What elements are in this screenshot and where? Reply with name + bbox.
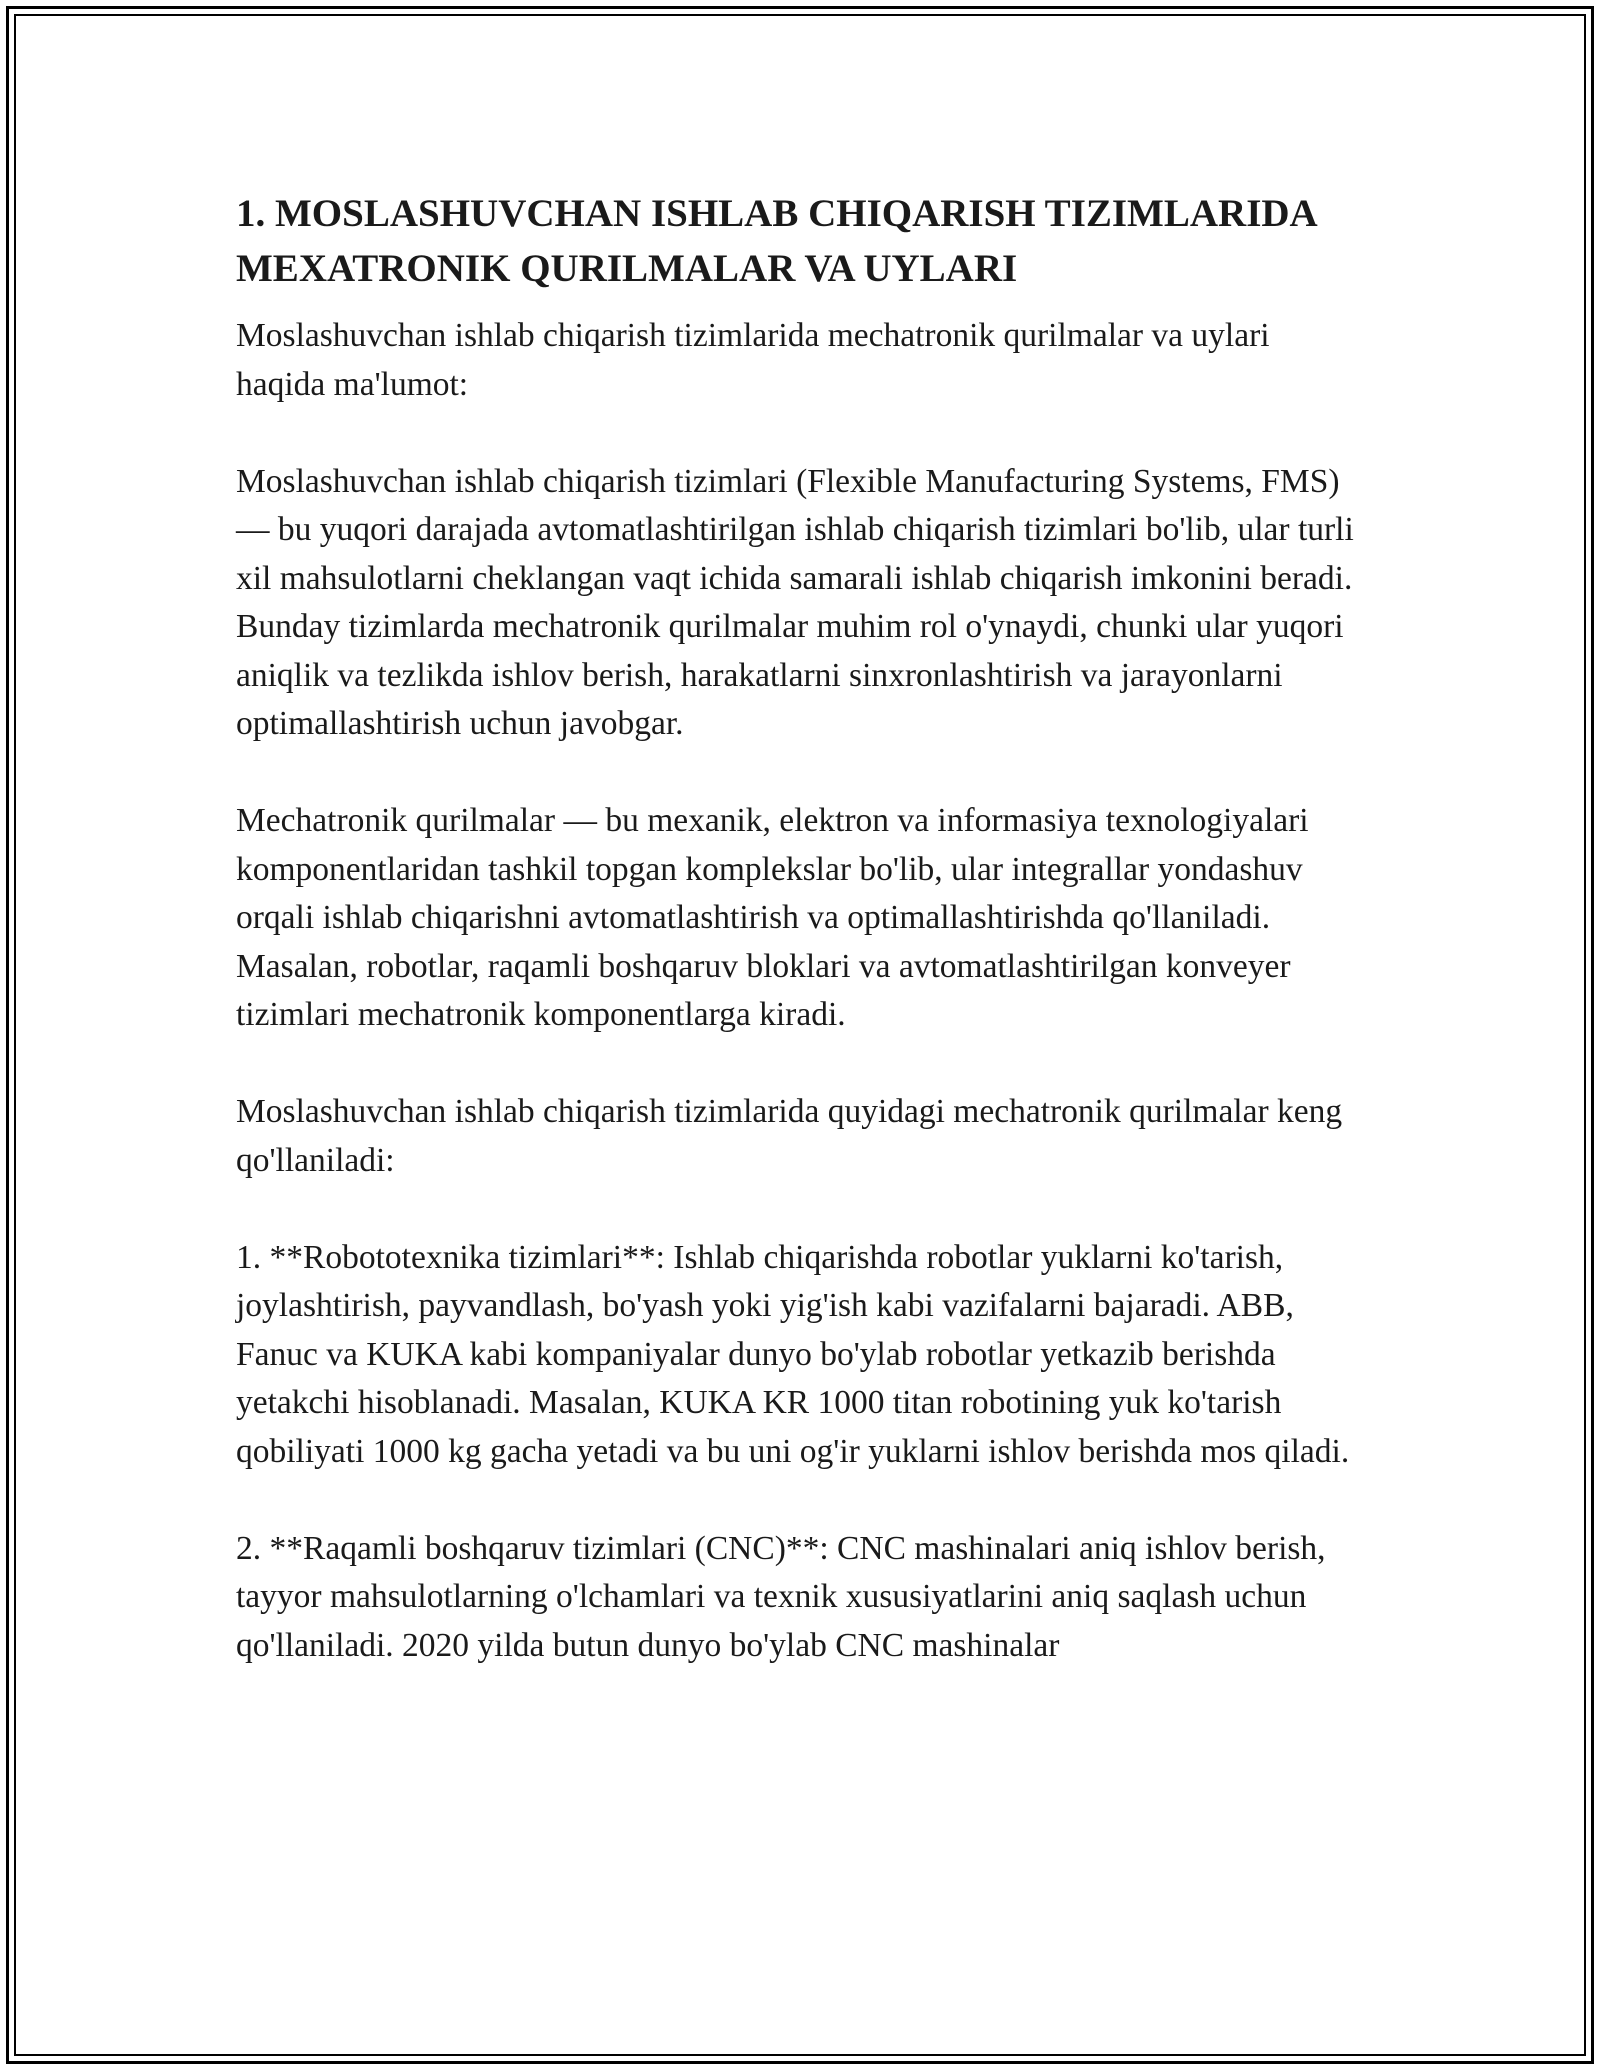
paragraph-fms-definition: Moslashuvchan ishlab chiqarish tizimlari (Flexible Manufacturing Systems, FMS) — bu yuqori darajada avtomatlashtirilgan ishlab chiqarish tizimlari bo'lib, ular turli xil mahsulotlarni cheklangan vaqt ichida samarali ishlab chiqarish imkonini beradi. Bunday tizimlarda mechatronik qurilmalar muhim rol o'ynaydi, chunki ular yuqori aniqlik va tezlikda ishlov berish, harakatlarni sinxronlashtirish va jarayonlarni optimallashtirish uchun javobgar.: [236, 462, 1354, 742]
document-title: 1. MOSLASHUVCHAN ISHLAB CHIQARISH TIZIMLARIDA MEXATRONIK QURILMALAR VA UYLARI: [236, 192, 1316, 290]
paragraph-intro: Moslashuvchan ishlab chiqarish tizimlarida mechatronik qurilmalar va uylari haqida ma'lumot:: [236, 317, 1270, 403]
document-body: [236, 186, 1366, 1719]
paragraph-mechatronic-definition: Mechatronik qurilmalar — bu mexanik, elektron va informasiya texnologiyalari komponentlaridan tashkil topgan komplekslar bo'lib, ular integrallar yondashuv orqali ishlab chiqarishni avtomatlashtirish va optimallashtirishda qo'llaniladi. Masalan, robotlar, raqamli boshqaruv bloklari va avtomatlashtirilgan konveyer tizimlari mechatronik komponentlarga kiradi.: [236, 802, 1309, 1033]
paragraph-list-intro: Moslashuvchan ishlab chiqarish tizimlarida quyidagi mechatronik qurilmalar keng qo'llaniladi:: [236, 1093, 1343, 1179]
list-item-robotics: 1. **Robototexnika tizimlari**: Ishlab chiqarishda robotlar yuklarni ko'tarish, joylashtirish, payvandlash, bo'yash yoki yig'ish kabi vazifalarni bajaradi. ABB, Fanuc va KUKA kabi kompaniyalar dunyo bo'ylab robotlar yetkazib berishda yetakchi hisoblanadi. Masalan, KUKA KR 1000 titan robotining yuk ko'tarish qobiliyati 1000 kg gacha yetadi va bu uni og'ir yuklarni ishlov berishda mos qiladi.: [236, 1238, 1350, 1470]
list-item-cnc: 2. **Raqamli boshqaruv tizimlari (CNC)**: CNC mashinalari aniq ishlov berish, tayyor mahsulotlarning o'lchamlari va texnik xususiyatlarini aniq saqlash uchun qo'llaniladi. 2020 yilda butun dunyo bo'ylab CNC mashinalar: [236, 1529, 1326, 1664]
